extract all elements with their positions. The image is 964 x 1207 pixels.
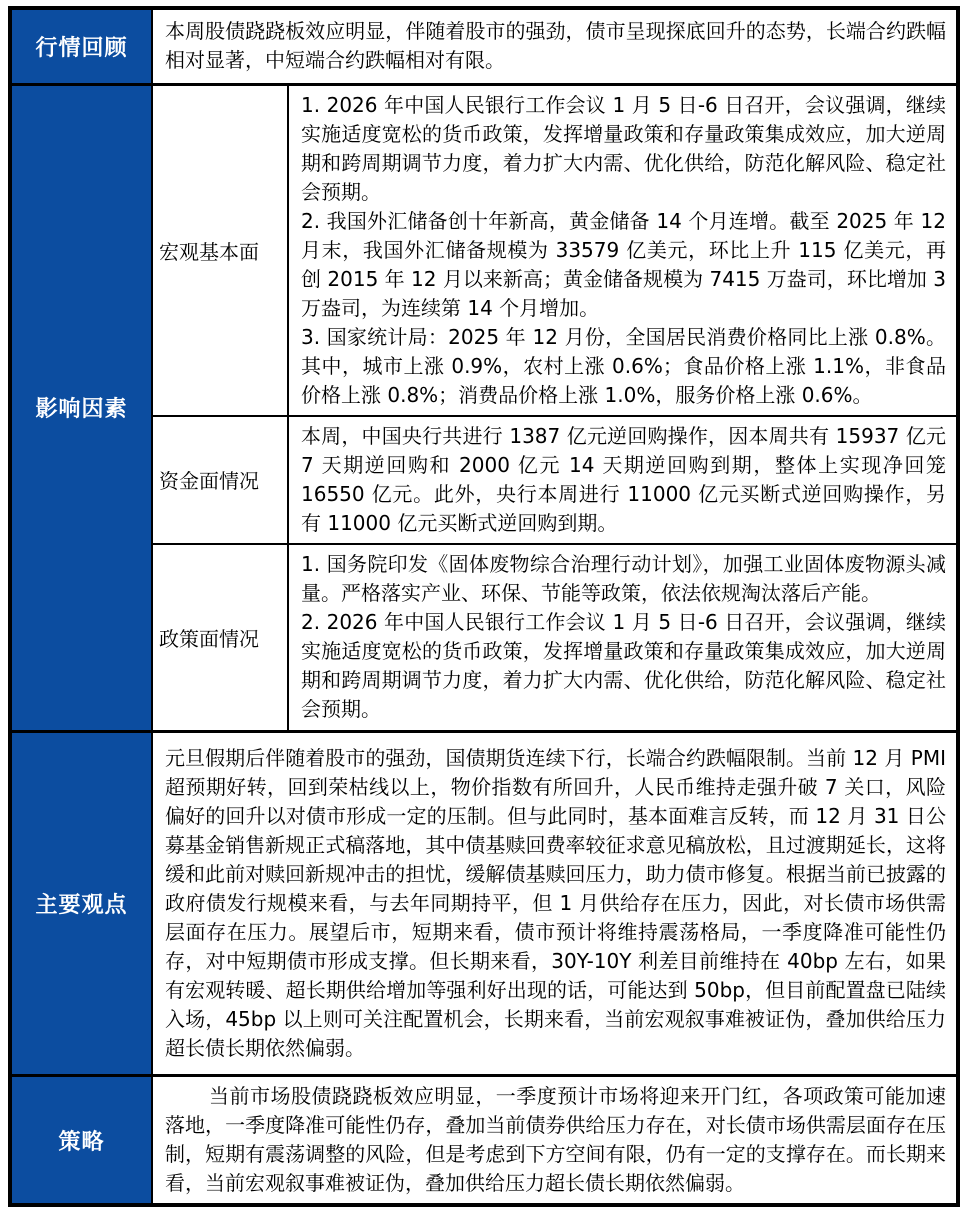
row-factors-funding bbox=[10, 416, 958, 544]
strategy-header: 策略 bbox=[10, 1076, 152, 1206]
row-factors-macro bbox=[10, 84, 958, 416]
main-view-header: 主要观点 bbox=[10, 732, 152, 1076]
row-main-view bbox=[10, 732, 958, 1076]
macro-content bbox=[288, 84, 958, 416]
macro-sub-label: 宏观基本面 bbox=[152, 84, 288, 416]
macro-item-2: 2. 我国外汇储备创十年新高，黄金储备 14 个月连增。截至 2025 年 12 月末，我国外汇储备规模为 33579 亿美元，环比上升 115 亿美元，再创 2015 年 12 月以来新高；黄金储备规模为 7415 万盎司，环比增加 3 万盎司，为连续第 14 个月增加。 bbox=[301, 208, 946, 320]
market-review-content: 本周股债跷跷板效应明显，伴随着股市的强劲，债市呈现探底回升的态势，长端合约跌幅相对显著，中短端合约跌幅相对有限。 bbox=[152, 8, 958, 84]
main-view-content: 元旦假期后伴随着股市的强劲，国债期货连续下行，长端合约跌幅限制。当前 12 月 PMI 超预期好转，回到荣枯线以上，物价指数有所回升，人民币维持走强升破 7 关口，风险偏好的回升以对债市形成一定的压制。但与此同时，基本面难言反转，而 12 月 31 日公募基金销售新规正式稿落地，其中债基赎回费率较征求意见稿放松，且过渡期延长，这将缓和此前对赎回新规冲击的担忧，缓解债基赎回压力，助力债市修复。根据当前已披露的政府债发行规模来看，与去年同期持平，但 1 月供给存在压力，因此，对长债市场供需层面存在压力。展望后市，短期来看，债市预计将维持震荡格局，一季度降准可能性仍存，对中短期债市形成支撑。但长期来看，30Y-10Y 利差目前维持在 40bp 左右，如果有宏观转暖、超长期供给增加等强利好出现的话，可能达到 50bp，但目前配置盘已陆续入场，45bp 以上则可关注配置机会，长期来看，当前宏观叙事难被证伪，叠加供给压力超长债长期依然偏弱。 bbox=[152, 732, 958, 1076]
market-review-header: 行情回顾 bbox=[10, 8, 152, 84]
weekly-report-table bbox=[8, 6, 960, 1207]
row-factors-policy bbox=[10, 544, 958, 732]
row-market-review bbox=[10, 8, 958, 84]
macro-item-1: 1. 2026 年中国人民银行工作会议 1 月 5 日-6 日召开，会议强调，继续实施适度宽松的货币政策，发挥增量政策和存量政策集成效应，加大逆周期和跨周期调节力度，着力扩大内需、优化供给，防范化解风险、稳定社会预期。 bbox=[301, 92, 946, 204]
factors-header: 影响因素 bbox=[10, 84, 152, 732]
macro-item-3: 3. 国家统计局：2025 年 12 月份，全国居民消费价格同比上涨 0.8%。其中，城市上涨 0.9%，农村上涨 0.6%；食品价格上涨 1.1%，非食品价格上涨 0.8%；消费品价格上涨 1.0%，服务价格上涨 0.6%。 bbox=[301, 324, 946, 407]
row-strategy bbox=[10, 1076, 958, 1206]
strategy-content: 当前市场股债跷跷板效应明显，一季度预计市场将迎来开门红，各项政策可能加速落地，一季度降准可能性仍存，叠加当前债券供给压力存在，对长债市场供需层面存在压制，短期有震荡调整的风险，但是考虑到下方空间有限，仍有一定的支撑存在。而长期来看，当前宏观叙事难被证伪，叠加供给压力超长债长期依然偏弱。 bbox=[152, 1076, 958, 1206]
policy-item-2: 2. 2026 年中国人民银行工作会议 1 月 5 日-6 日召开，会议强调，继续实施适度宽松的货币政策，发挥增量政策和存量政策集成效应，加大逆周期和跨周期调节力度，着力扩大内需、优化供给，防范化解风险、稳定社会预期。 bbox=[301, 610, 946, 722]
policy-item-1: 1. 国务院印发《固体废物综合治理行动计划》，加强工业固体废物源头减量。严格落实产业、环保、节能等政策，依法依规淘汰落后产能。 bbox=[301, 552, 946, 606]
funding-sub-label: 资金面情况 bbox=[152, 416, 288, 544]
funding-content: 本周，中国央行共进行 1387 亿元逆回购操作，因本周共有 15937 亿元 7 天期逆回购和 2000 亿元 14 天期逆回购到期，整体上实现净回笼 16550 亿元。此外，央行本周进行 11000 亿元买断式逆回购操作，另有 11000 亿元买断式逆回购到期。 bbox=[288, 416, 958, 544]
policy-sub-label: 政策面情况 bbox=[152, 544, 288, 732]
policy-content bbox=[288, 544, 958, 732]
